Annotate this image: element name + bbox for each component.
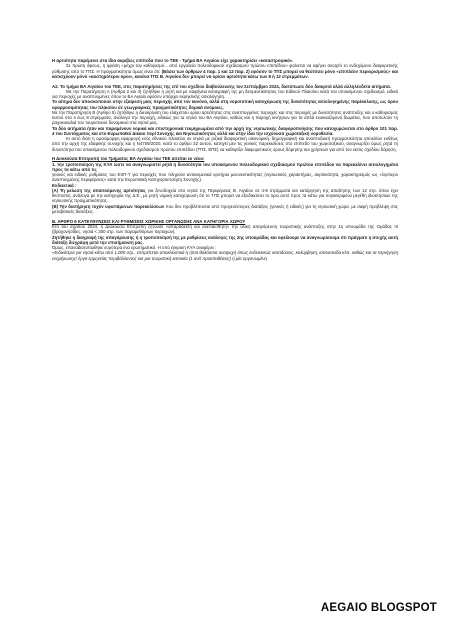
paragraph: 1. την τροποποίηση της ΚΥΑ ώστε να αναγνωριστεί ρητά η δυνατότητα του υποκείμενου πολεοδομικού σχεδιασμού πρώτου επιπέδου να παρεκκλίνει αιτιολογημένα προς τα κάτω από τις (52, 161, 398, 172)
paragraph: Τα δύο αιτήματα ήταν και παραμένουν νομικά και επιστημονικά τεκμηριωμένα από την αρχή της νησιωτικής διαφοροποίησης που κατοχυρώνεται στο άρθρο 101 παρ. 4 του Συντάγματος και στο Ευρωπαϊκό Δίκαιο περί Συνοχής και Νησιωτικότητας αλλά και στην ίδια την ισχύουσα χωροταξική νομοθεσία. (52, 125, 398, 136)
document-page (52, 58, 398, 261)
label: Ενδεικτικά : (52, 182, 77, 188)
paragraph (52, 136, 398, 152)
paragraph (52, 63, 398, 79)
bold-text: (Βάσει των άρθρων 4 παρ. 1 και 13 παρ. 2) εφόσον το ΤΠΣ μπορεί να θεσπίσει μόνο «επιπλέον περιορισμούς» και κατισχύουν μόνο «αυστηρότεροι όροι», κανένα ΤΠΣ Β. Αιγαίου δεν μπορεί να ορίσει αρτιότητα κάτω των 8 ή 12 στρεμμάτων. (52, 68, 398, 79)
quote: «Ειδικότερα για νησιά κάτω από 1.000 στρ., επιτρέπεται αποκλειστικά η ήπια θαλάσσια αναψυχή όπως ενδεικτικώς καταδύσεις, κολύμβηση, ιστιοσανίδα κλπ. καθώς και τα περιήγηση ενημέρωσης/ έργα ερμηνείας περιβάλλοντος και μια τουριστική κατοικία (1 ανά προϋποθέσεις) ή μία οργανωμένη (52, 250, 398, 261)
bold-text: (Β) Την διατήρηση τυχόν υφιστάμενων παρεκκλίσεων (52, 203, 165, 209)
bold-text: Η αρτιότητα παρέμεινε στα ίδια ακριβώς επίπεδα που το ΤΕΕ - Τμήμα ΒΑ Αιγαίου είχε χαρακτηρίσει «καταστροφικά». (52, 58, 294, 63)
text: Με την Παρατήρηση Α (Άρθρα 2 και 4) ζητήθηκε η ρητή και με σαφήνεια καταγραφή της μη δεσμευτικότητας του Ειδικού Πλαισίου κατά του υποκείμενου σχεδιασμό, ειδικά για περιοχές με αναπτυγμένες όπου το ΒΑ Αιγαίο εφόσον υπάρχει εκρηκτικής αιτιολόγηση. (52, 88, 398, 100)
blog-watermark: AEGAIO BLOGSPOT (320, 602, 437, 614)
bold-text: Α2. Το τμήμα ΒΑ Αιγαίου του ΤΕΕ, στις παρατηρήσεις της επί του σχεδίου διαβούλευσης τον Σεπτέμβριο 2024, διατύπωσε δύο διακριτά αλλά αλληλένδετα αιτήματα. (52, 83, 391, 89)
section-heading: Β. ΑΡΘΡΟ 6 ΚΑΤΕΥΘΥΝΣΕΙΣ ΚΑΙ ΡΥΘΜΙΣΕΙΣ ΧΩΡΙΚΗΣ ΟΡΓΑΝΩΣΗΣ ΑΝΑ ΚΑΤΗΓΟΡΙΑ ΧΩΡΟΥ (52, 218, 246, 224)
text: για ξενοδοχεία στα νησιά της Περιφέρειας Β. Αιγαίου σε 4-8 στρέμματα και κατάργηση της απαίτησης των 12 στρ. όπου έχει θεσπιστεί, ανάλογα με την κατηγορία της Δ.Ε., με ρητή νομική κατοχύρωση ότι το ΤΠΣ (52, 187, 398, 199)
paragraph (52, 110, 398, 126)
text: που δεν προβλέπονται από προγενέστερες διατάξεις (γενικές ή ειδικές) για τη νησιωτική χώρα, με σαφή προβλέψη στις μεταβατικές διατάξεις. (52, 203, 398, 214)
section-heading: Η Διοικούσα Επιτροπή του Τμήματος ΒΑ Αιγαίου του ΤΕΕ αιτείται εκ νέου: (52, 156, 205, 162)
text: Κι αυτό διότι η ομοιόμορφη εφαρμογή ενός εθνικού πλαισίου σε νησιά με ριζικά διαφορετική οικονομική, δημογραφική και αναπτυξιακή πραγματικότητα αποκλίνει ευθέως από την αρχή της εδαφικής συνοχής και η Ν4759/2020, κατά το άρθρο 32 αυτού, κατηγεί μεν τις γενικές παρεκκλίσεις στο επίπεδο του χωροταξικού, αναγνωρίζει όμως ρητά τη δυνατότητα του υποκείμενου πολεοδομικού σχεδιασμού πρώτου επιπέδου (ΤΠΣ, ΕΠΣ) να καθορίζει διαφορετικούς όρους δόμησης και χρήσεων για από τον εκτός σχεδίου δόμηση. (52, 136, 398, 152)
paragraph: γενικές και ειδικές ρυθμίσεις του ΕΧΠ-Τ για περιοχές που πληρούν αντικειμενικά κριτήρια μειονεκτικότητας (νησιωτικός χαρακτήρας, ακριτικότητα, χαρακτηρισμός ως «λιγότερο αναπτυγμένης περιφέρειας» κατά την Ευρωπαϊκή Κατηγοριοποίηση Συνοχής). (52, 172, 398, 183)
text: μπορεί να εξειδικεύσει το όριο αυτό προς τα κάτω για συγκεκριμένα μεγέθη ιδιοκτησιών της νησιωτικής πραγματικότητας. (52, 193, 398, 204)
paragraph: Ζητήθηκε η διαγραφή της απαγόρευσης ή η τροποποίησή της με ρυθμίσεις ανάλογες της 2ης υποομάδας και οφείλουμε να αναγνωρίσουμε ότι πράγματι η ατυχής αυτή διάταξη διεγράφη μετά την επισήμανση μας. (52, 234, 398, 245)
text: Σε πρώτη όψεως, η φράση «μέχρι τον καθορισμό... από εργαλεία πολεοδομικού σχεδιασμού πρώτου επιπέδου» φαίνεται να αφήνει ανοιχτό το ενδεχόμενο διαφορετικής ρύθμισης από το ΤΠΣ. Η πραγματικότητα όμως είναι ότι: (52, 63, 398, 74)
paragraph: Επί του σχεδίου 2024, η Διοικούσα Επιτροπή ζητούσε «απαράδεκτη και ανεπαισθητη» την ολική απαγόρευση τουριστικής ανάπτυξης στην 1η υποομάδα της Ομάδας ΙΙΙ (βραχονησίδες, νησιά < 300 στρ. των παραμεθόριων περιοχών). (52, 224, 398, 235)
bold-text: (Α) Τη μείωση της απαιτούμενης αρτιότητας (52, 187, 146, 193)
text: Με την Παρατήρηση Β (Άρθρο 5) ζητήθηκε η διευκρίνιση του ελάχιστου ορίου αρτιότητας στις αναπτυγμένες περιοχές και στις περιοχές με δυνατότητες ανάπτυξης και ο καθορισμός αυτού στα 4 έως 8 στρέμματα, ανάλογα την περιοχή, ειδικώς για τα νησιά του ΒΑ Αιγαίου, καθώς και η παροχή κινήτρων για τα απλά ενοικιαζόμενα δωμάτια, που αποτελούν τη ραχοκοκαλιά του τουριστικού δυναμικού στα νησιά μας. (52, 109, 398, 126)
paragraph (52, 89, 398, 100)
paragraph: Το αίτημα δεν αποσκοπούσε στην εξαίρεση μιας περιοχής από τον κανόνα, αλλά στη νομοτυπική κατοχύρωση της δυνατότητας αιτιολογημένης παρέκκλισης, ως όρου εφαρμοσιμότητας του πλαισίου σε γεωγραφικές πραγματικότητες δομικά ανόμοιες. (52, 99, 398, 110)
paragraph: Όμως, επαναδιατυπώθηκε ευρύτερα ένα ερωτηματικό. Η υπό έγκριση ΚΥΑ αναφέρει : (52, 245, 217, 251)
paragraph (52, 188, 398, 204)
paragraph (52, 204, 398, 215)
